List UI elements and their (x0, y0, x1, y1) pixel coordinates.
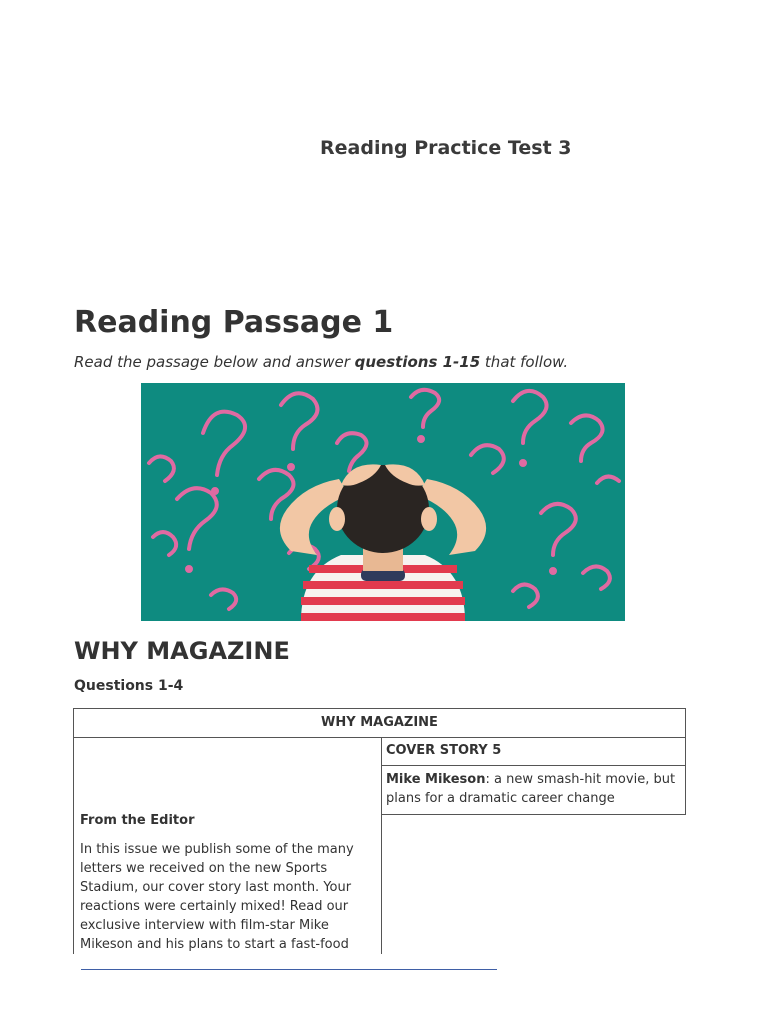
mike-mikeson-name: Mike Mikeson (386, 772, 486, 787)
magazine-table-header: WHY MAGAZINE (73, 708, 686, 738)
instruction-prefix: Read the passage below and answer (74, 353, 355, 371)
footer-divider (81, 969, 497, 970)
section-title: WHY MAGAZINE (74, 637, 290, 665)
mike-mikeson-cell (381, 766, 686, 815)
instruction-suffix: that follow. (480, 353, 569, 371)
hero-illustration (141, 383, 625, 621)
cover-story-label: COVER STORY 5 (386, 743, 502, 758)
magazine-table (73, 708, 686, 954)
passage-instructions (74, 353, 568, 371)
instruction-bold: questions 1-15 (354, 353, 481, 371)
editor-label: From the Editor (80, 813, 195, 828)
editor-cell (73, 737, 382, 954)
child-with-question-marks-image (141, 383, 625, 621)
test-title: Reading Practice Test 3 (320, 137, 572, 159)
editor-text: In this issue we publish some of the many letters we received on the new Sports Stadium, our cover story last month. Your reactions were certainly mixed! Read our exclusive interview with film-star Mike Mikeson and his plans to start a fast-food (80, 842, 354, 952)
questions-range-label: Questions 1-4 (74, 678, 184, 694)
mike-mikeson-description: : a new smash-hit movie, but plans for a dramatic career change (386, 772, 676, 806)
cover-story-cell (381, 737, 686, 766)
passage-title: Reading Passage 1 (74, 305, 394, 340)
mike-mikeson-text (386, 770, 680, 808)
